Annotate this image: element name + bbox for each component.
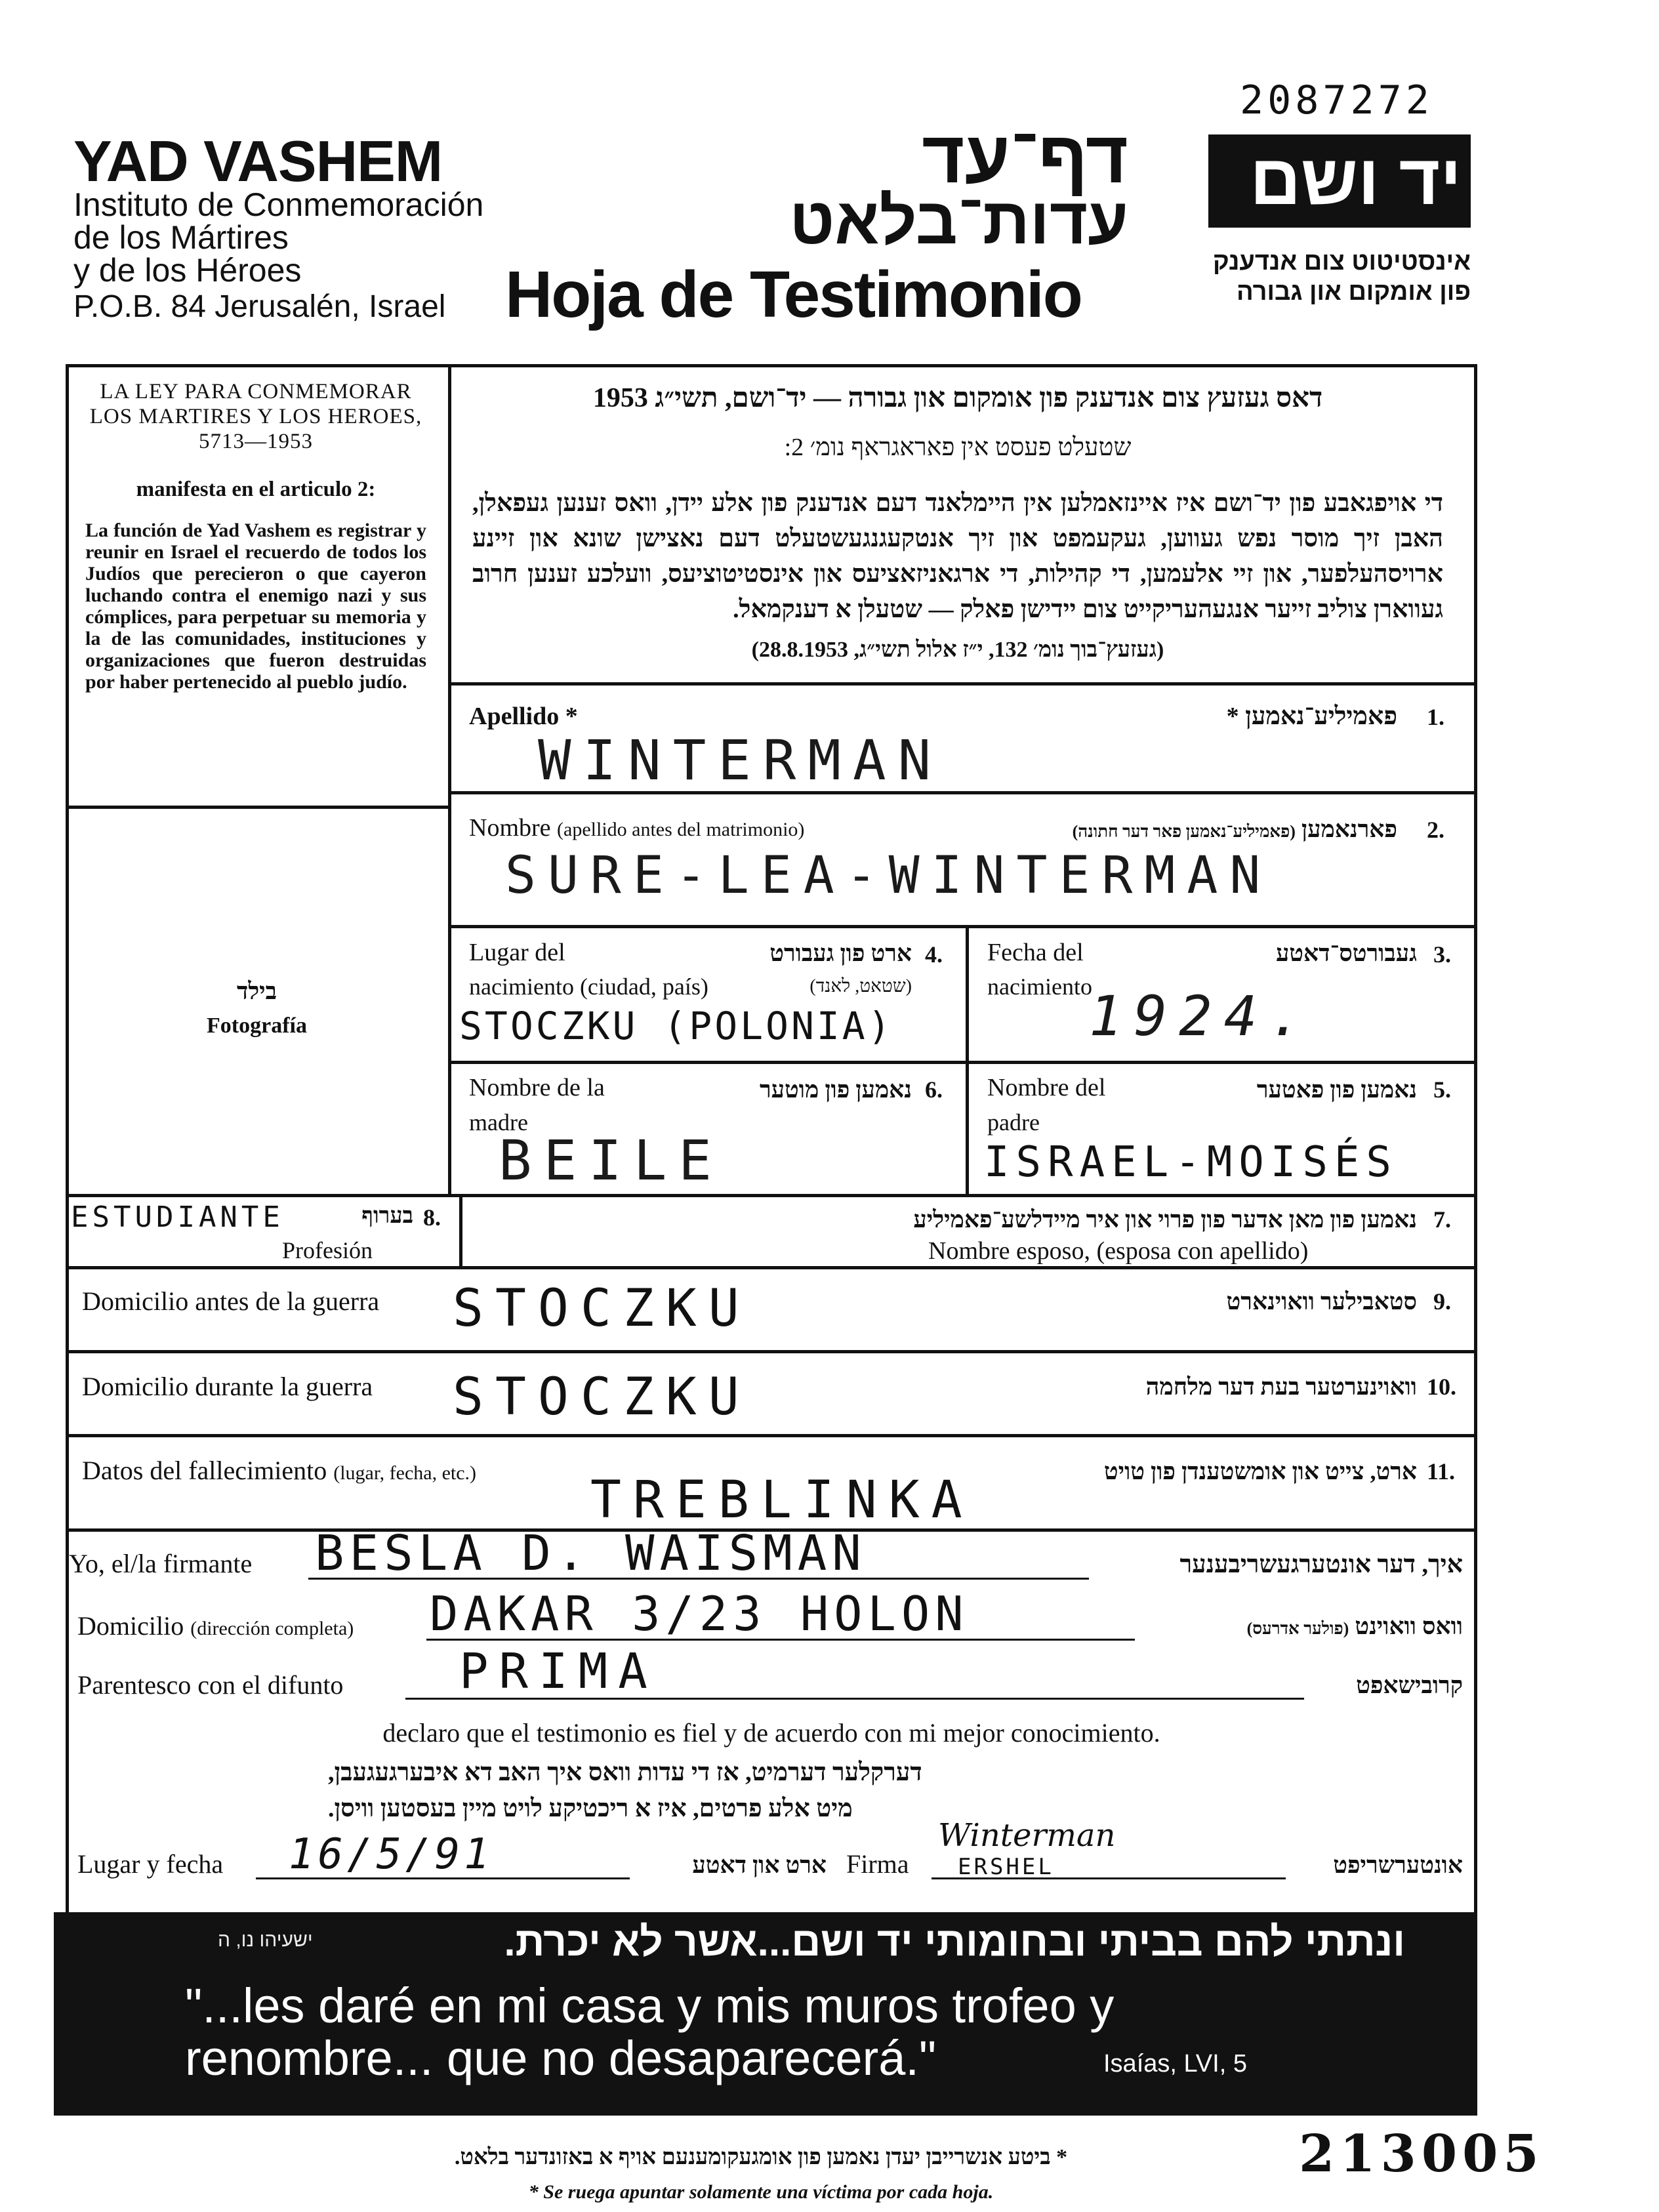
yo-value[interactable]: BESLA D. WAISMAN bbox=[315, 1525, 867, 1582]
title-es: Hoja de Testimonio bbox=[505, 258, 1082, 331]
law-heb-line1: דאס געזעץ צום אנדענק פון אומקום און גבורה — יד־ושם, תשי״ג 1953 bbox=[592, 383, 1323, 413]
f6-label-heb: נאמען פון מוטער bbox=[759, 1076, 912, 1103]
f1-label-es: Apellido * bbox=[469, 703, 578, 730]
law-box-bottom bbox=[66, 806, 448, 809]
f10-value[interactable]: STOCZKU bbox=[453, 1368, 751, 1427]
banner-es-line2: renombre... que no desaparecerá." bbox=[185, 2031, 937, 2085]
f10-num: 10. bbox=[1427, 1374, 1456, 1400]
f3-label-heb: געבורטס־דאטע bbox=[1275, 940, 1417, 966]
f2-label-es bbox=[469, 813, 804, 842]
f5-label-es-2: padre bbox=[987, 1109, 1040, 1136]
f1-num: 1. bbox=[1427, 704, 1444, 730]
logo-sub-2: פון אומקום און גבורה bbox=[1237, 278, 1471, 306]
org-title: YAD VASHEM bbox=[73, 129, 443, 194]
lugar-label: Lugar y fecha bbox=[77, 1849, 224, 1879]
dom-value[interactable]: DAKAR 3/23 HOLON bbox=[430, 1586, 969, 1641]
par-label: Parentesco con el difunto bbox=[77, 1670, 344, 1700]
footer-es: * Se ruega apuntar solamente una víctima por cada hoja. bbox=[528, 2181, 994, 2203]
f6-label-es-1: Nombre de la bbox=[469, 1074, 605, 1101]
law-box-subtitle: manifesta en el articulo 2: bbox=[136, 478, 376, 501]
f4-value[interactable]: STOCZKU (POLONIA) bbox=[459, 1004, 893, 1048]
org-line-1: Instituto de Conmemoración bbox=[73, 186, 484, 223]
yo-heb: איך, דער אונטערגעשריבענער bbox=[1179, 1551, 1463, 1578]
f8-label-es: Profesión bbox=[282, 1237, 373, 1263]
law-heb-body: די אויפגאבע פון יד־ושם איז איינזאמלען אין היימלאנד דעם אנדענק פון אלע יידן, וואס זענען געפאלן, האבן זיך מוסר נפש געווען, געקעמפט און זיך אנטקעגנגעשטעלט דעם נאצישן שונא און זיינע ארויסהעלפער, און זיי אלעמען, די קהילות, די ארגאניזאציעס און אינסטיטוציעס, וועלכע זענען חרוב געווארן צוליב זייער אנגעהעריקייט צום יידישן פאלק — שטעלן א דענקמאל. bbox=[472, 489, 1443, 623]
f5-num: 5. bbox=[1433, 1076, 1451, 1103]
f11-label-es-note: (lugar, fecha, etc.) bbox=[333, 1462, 477, 1484]
f6-value[interactable]: BEILE bbox=[499, 1128, 724, 1193]
dom-heb bbox=[1141, 1612, 1463, 1640]
firma-label: Firma bbox=[846, 1849, 909, 1879]
f4-num: 4. bbox=[925, 941, 943, 968]
par-heb: קרובישאפט bbox=[1356, 1672, 1463, 1698]
f1-label-heb: פאמיליע־נאמען * bbox=[1226, 703, 1397, 730]
f6-label-es-2: madre bbox=[469, 1109, 528, 1136]
dom-label-note: (dirección completa) bbox=[190, 1618, 354, 1639]
f6-num: 6. bbox=[925, 1076, 943, 1103]
f9-label-es: Domicilio antes de la guerra bbox=[82, 1286, 380, 1316]
photo-label-heb: בילד bbox=[237, 978, 277, 1004]
f5-label-heb: נאמען פון פאטער bbox=[1256, 1076, 1417, 1103]
firma-heb: אונטערשריפט bbox=[1333, 1852, 1463, 1878]
f8-num: 8. bbox=[423, 1204, 441, 1231]
left-column-divider bbox=[448, 364, 451, 1197]
f8-value[interactable]: ESTUDIANTE bbox=[71, 1200, 284, 1234]
f9-value[interactable]: STOCZKU bbox=[453, 1279, 751, 1338]
f11-label-es bbox=[82, 1455, 476, 1486]
law-heb-line2: שטעלט פעסט אין פאראגראף נומ׳ 2: bbox=[784, 434, 1132, 461]
dom-label bbox=[77, 1610, 354, 1641]
f9-num: 9. bbox=[1433, 1288, 1451, 1315]
banner-heb: ונתתי להם בביתי ובחומותי יד ושם...אשר לא יכרת. bbox=[504, 1919, 1405, 1965]
f1-value[interactable]: WINTERMAN bbox=[538, 728, 943, 792]
photo-label-es: Fotografía bbox=[207, 1014, 307, 1038]
lugar-heb: ארט און דאטע bbox=[692, 1852, 827, 1878]
f4-label-heb: ארט פון געבורט bbox=[769, 940, 912, 966]
org-line-3: y de los Héroes bbox=[73, 252, 302, 289]
f9-label-heb: סטאבילער וואוינארט bbox=[1226, 1288, 1417, 1315]
logo-sub-1: אינסטיטוט צום אנדענק bbox=[1212, 248, 1471, 276]
f5-value[interactable]: ISRAEL-MOISÉS bbox=[984, 1138, 1398, 1187]
f4-label-es-1: Lugar del bbox=[469, 939, 565, 966]
f5-label-es-1: Nombre del bbox=[987, 1074, 1106, 1101]
banner-es-ref: Isaías, LVI, 5 bbox=[1103, 2050, 1247, 2078]
f11-label-heb: ארט, צייט און אומשטענדן פון טויט bbox=[1103, 1458, 1417, 1485]
f4-label-heb-note: (שטאט, לאנד) bbox=[809, 976, 912, 996]
law-box-body: La función de Yad Vashem es registrar y reunir en Israel el recuerdo de todos los Judíos que perecieron o que cayeron luchando contra el enemigo nazi y sus cómplices, para perpetuar su memoria y la de las comunidades, instituciones y organizaciones que fueron destruidas por haber pertenecido al pueblo judío. bbox=[85, 520, 426, 693]
f11-num: 11. bbox=[1427, 1458, 1456, 1485]
f10-label-es: Domicilio durante la guerra bbox=[82, 1372, 373, 1401]
org-address: P.O.B. 84 Jerusalén, Israel bbox=[73, 289, 446, 324]
declaro-text: declaro que el testimonio es fiel y de acuerdo con mi mejor conocimiento. bbox=[382, 1718, 1160, 1748]
doc-number-bottom: 213005 bbox=[1299, 2124, 1544, 2184]
heb-title-1: דף־עד bbox=[922, 116, 1128, 198]
org-line-2: de los Mártires bbox=[73, 219, 289, 256]
f2-label-heb-main: פארנאמען bbox=[1301, 816, 1397, 842]
f2-value[interactable]: SURE-LEA-WINTERMAN bbox=[505, 846, 1273, 905]
f10-label-heb: וואוינערטער בעת דער מלחמה bbox=[1145, 1374, 1417, 1400]
f2-label-es-main: Nombre bbox=[469, 814, 551, 842]
firma-value-2[interactable]: ERSHEL bbox=[958, 1854, 1054, 1880]
f3-label-es-1: Fecha del bbox=[987, 939, 1084, 966]
f3-label-es-2: nacimiento bbox=[987, 973, 1092, 1000]
f11-value[interactable]: TREBLINKA bbox=[590, 1471, 974, 1530]
banner-heb-ref: ישעיהו נו, ה bbox=[218, 1929, 313, 1951]
f3-num: 3. bbox=[1433, 941, 1451, 968]
f4-label-es-2: nacimiento (ciudad, país) bbox=[469, 973, 708, 1000]
f7-label-es: Nombre esposo, (esposa con apellido) bbox=[928, 1237, 1309, 1265]
law-box-title: LA LEY PARA CONMEMORAR LOS MARTIRES Y LOS HEROES, 5713—1953 bbox=[89, 380, 422, 453]
firma-value-1[interactable]: Winterman bbox=[938, 1817, 1116, 1854]
heb-decl-2: מיט אלע פרטים, איז א ריכטיקע לויט מיין בעסטען וויסן. bbox=[328, 1795, 853, 1822]
yad-vashem-logo bbox=[1208, 134, 1471, 228]
logo-text: יד ושם bbox=[1250, 140, 1462, 219]
heb-title-2: עדות־בלאט bbox=[789, 184, 1128, 258]
law-heb-ref: (געזעץ־בוך נומ׳ 132, י״ז אלול תשי״ג, 28.8.1953) bbox=[751, 638, 1164, 662]
footer-heb: * ביטע אנשרייבן יעדן נאמען פון אומגעקומענעם אויף א באזונדער בלאט. bbox=[454, 2145, 1068, 2169]
f2-label-heb-note: (פאמיליע־נאמען פאר דער חתונה) bbox=[1072, 822, 1296, 841]
dom-heb-main: וואס וואוינט bbox=[1355, 1613, 1463, 1639]
f2-label-heb bbox=[918, 815, 1397, 843]
f2-label-es-note: (apellido antes del matrimonio) bbox=[557, 819, 805, 840]
doc-number-top: 2087272 bbox=[1240, 77, 1433, 123]
f7-label-heb: נאמען פון מאן אדער פון פרוי און איר מיידלשע־פאמיליע bbox=[913, 1206, 1417, 1233]
f11-label-es-main: Datos del fallecimiento bbox=[82, 1456, 327, 1485]
f7-num: 7. bbox=[1433, 1206, 1451, 1233]
dom-label-main: Domicilio bbox=[77, 1611, 184, 1641]
par-value[interactable]: PRIMA bbox=[459, 1643, 658, 1700]
quote-banner bbox=[54, 1912, 1477, 2116]
lugar-value[interactable]: 16/5/91 bbox=[289, 1830, 493, 1879]
yo-label: Yo, el/la firmante bbox=[69, 1549, 253, 1578]
heb-decl-1: דערקלער דערמיט, אז די עדות וואס איך האב דא איבערגעגעבן, bbox=[328, 1759, 922, 1786]
f3-value[interactable]: 1924. bbox=[1089, 984, 1314, 1048]
f8-label-heb: בערוף bbox=[361, 1204, 413, 1228]
dom-heb-note: (פולער אדרעס) bbox=[1246, 1619, 1349, 1638]
f2-num: 2. bbox=[1427, 817, 1444, 843]
banner-es-line1: "...les daré en mi casa y mis muros trofeo y bbox=[185, 1978, 1115, 2033]
